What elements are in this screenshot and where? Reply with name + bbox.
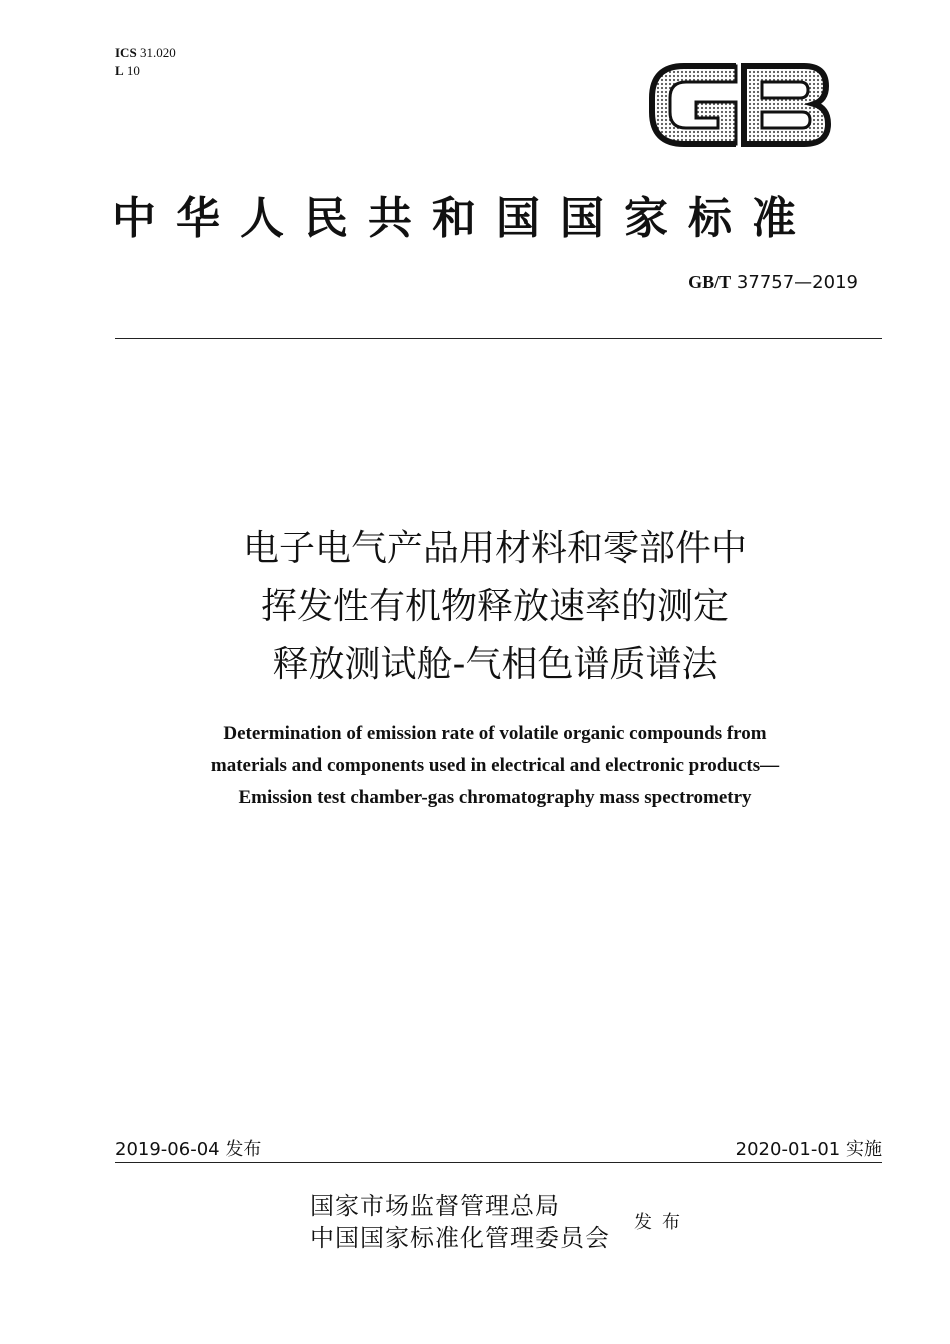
- national-standard-heading: 中华人民共和国国家标准: [112, 193, 816, 244]
- chinese-title-line: 电子电气产品用材料和零部件中: [242, 528, 747, 569]
- standard-code-prefix: GB/T: [688, 272, 732, 292]
- bottom-divider: [115, 1162, 882, 1163]
- issuing-authorities: [310, 1190, 610, 1254]
- issued-label: 发布: [634, 1212, 690, 1233]
- english-title-line: Determination of emission rate of volatile organic compounds from: [223, 723, 767, 744]
- chinese-title-line: 释放测试舱-气相色谱质谱法: [272, 644, 718, 685]
- implementation-date: 2020-01-01 实施: [735, 1139, 882, 1160]
- classification-codes: [115, 44, 176, 80]
- ccs-code: L 10: [115, 63, 140, 78]
- top-divider: [115, 338, 882, 339]
- english-title: [0, 718, 950, 814]
- chinese-title-line: 挥发性有机物释放速率的测定: [260, 586, 729, 627]
- gb-logo: [644, 58, 834, 152]
- issuer: 中国国家标准化管理委员会: [310, 1224, 610, 1252]
- issuer: 国家市场监督管理总局: [310, 1192, 560, 1220]
- publish-date: 2019-06-04 发布: [115, 1139, 262, 1160]
- gb-logo-text: GB: [644, 58, 646, 59]
- standard-code-number: 37757—2019: [736, 272, 858, 293]
- standard-code: [688, 272, 858, 293]
- ics-code: ICS 31.020: [115, 45, 176, 60]
- english-title-line: Emission test chamber-gas chromatography mass spectrometry: [238, 787, 752, 808]
- english-title-line: materials and components used in electrical and electronic products—: [210, 755, 780, 776]
- chinese-title: [0, 520, 950, 694]
